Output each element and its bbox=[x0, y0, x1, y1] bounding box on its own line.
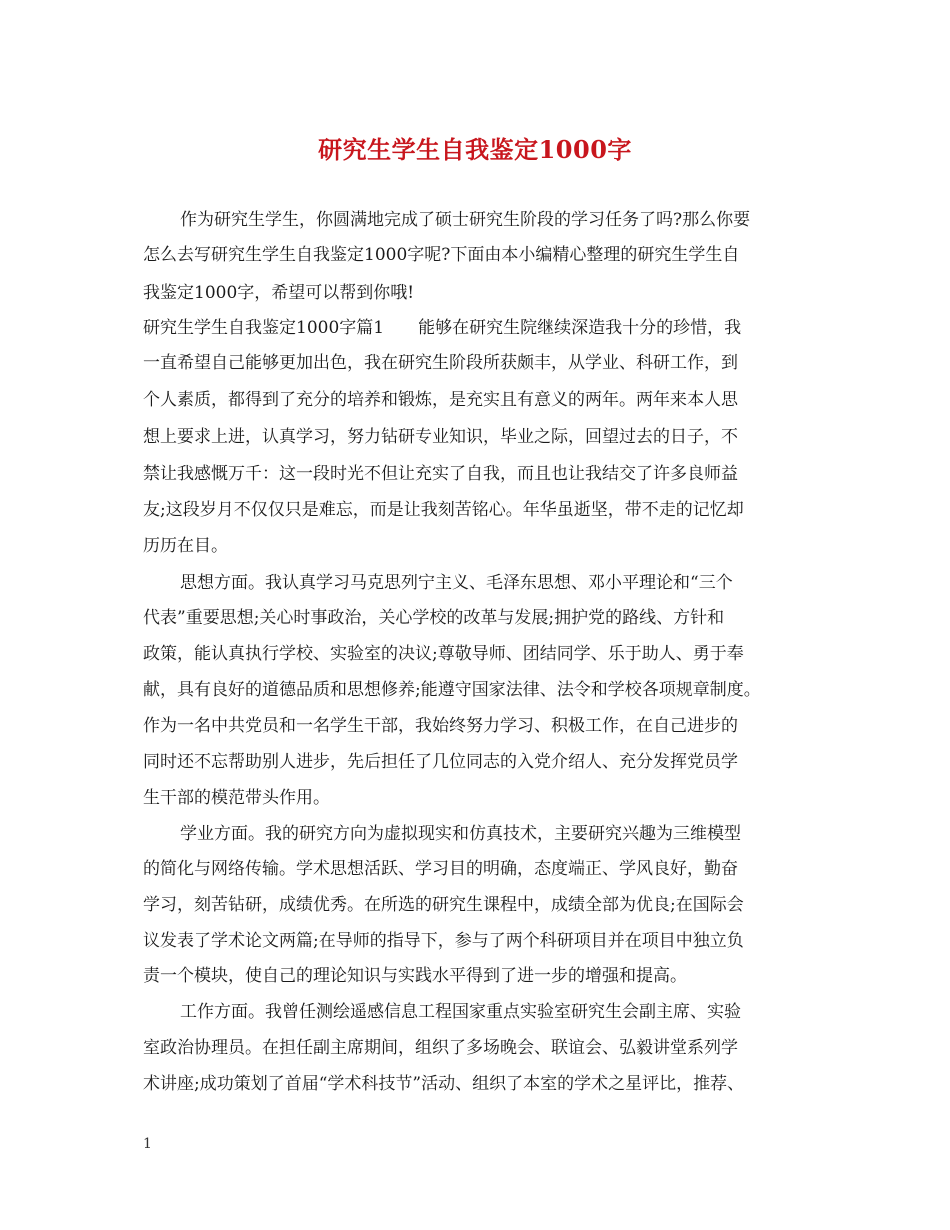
text-line: 学业方面。我的研究方向为虚拟现实和仿真技术，主要研究兴趣为三维模型 bbox=[180, 824, 741, 844]
document-title: 研究生学生自我鉴定1000字 bbox=[318, 135, 632, 164]
text-line: 怎么去写研究生学生自我鉴定1000字呢?下面由本小编精心整理的研究生学生自 bbox=[143, 245, 740, 265]
text-line: 议发表了学术论文两篇;在导师的指导下，参与了两个科研项目并在项目中独立负 bbox=[143, 931, 744, 951]
text-line: 献，具有良好的道德品质和思想修养;能遵守国家法律、法令和学校各项规章制度。 bbox=[143, 680, 761, 700]
text-line: 代表”重要思想;关心时事政治，关心学校的改革与发展;拥护党的路线、方针和 bbox=[143, 608, 725, 628]
text-line: 禁让我感慨万千：这一段时光不但让充实了自我，而且也让我结交了许多良师益 bbox=[143, 464, 738, 484]
text-line: 责一个模块，使自己的理论知识与实践水平得到了进一步的增强和提高。 bbox=[143, 966, 687, 986]
text-line: 工作方面。我曾任测绘遥感信息工程国家重点实验室研究生会副主席、实验 bbox=[180, 1002, 741, 1022]
text-line: 同时还不忘帮助别人进步，先后担任了几位同志的入党介绍人、充分发挥党员学 bbox=[143, 752, 738, 772]
text-line: 室政治协理员。在担任副主席期间，组织了多场晚会、联谊会、弘毅讲堂系列学 bbox=[143, 1038, 738, 1058]
text-line: 友;这段岁月不仅仅只是难忘，而是让我刻苦铭心。年华虽逝坚，带不走的记忆却 bbox=[143, 500, 744, 520]
text-line: 想上要求上进，认真学习，努力钻研专业知识，毕业之际，回望过去的日子，不 bbox=[143, 427, 738, 447]
page-number: 1 bbox=[143, 1136, 152, 1152]
text-line: 一直希望自己能够更加出色，我在研究生阶段所获颇丰，从学业、科研工作，到 bbox=[143, 353, 738, 373]
text-line: 我鉴定1000字，希望可以帮到你哦! bbox=[143, 283, 415, 303]
text-line: 术讲座;成功策划了首届“学术科技节”活动、组织了本室的学术之星评比，推荐、 bbox=[143, 1074, 745, 1094]
text-line: 作为一名中共党员和一名学生干部，我始终努力学习、积极工作，在自己进步的 bbox=[143, 716, 738, 736]
text-line: 研究生学生自我鉴定1000字篇1 能够在研究生院继续深造我十分的珍惜，我 bbox=[143, 318, 742, 338]
text-line: 生干部的模范带头作用。 bbox=[143, 788, 330, 808]
text-line: 学习，刻苦钻研，成绩优秀。在所选的研究生课程中，成绩全部为优良;在国际会 bbox=[143, 895, 744, 915]
text-line: 作为研究生学生，你圆满地完成了硕士研究生阶段的学习任务了吗?那么你要 bbox=[180, 210, 751, 230]
text-line: 个人素质，都得到了充分的培养和锻炼，是充实且有意义的两年。两年来本人思 bbox=[143, 390, 738, 410]
text-line: 历历在目。 bbox=[143, 536, 228, 556]
text-line: 的简化与网络传输。学术思想活跃、学习目的明确，态度端正、学风良好，勤奋 bbox=[143, 859, 738, 879]
text-line: 政策，能认真执行学校、实验室的决议;尊敬导师、团结同学、乐于助人、勇于奉 bbox=[143, 644, 744, 664]
text-line: 思想方面。我认真学习马克思列宁主义、毛泽东思想、邓小平理论和“三个 bbox=[180, 573, 733, 593]
